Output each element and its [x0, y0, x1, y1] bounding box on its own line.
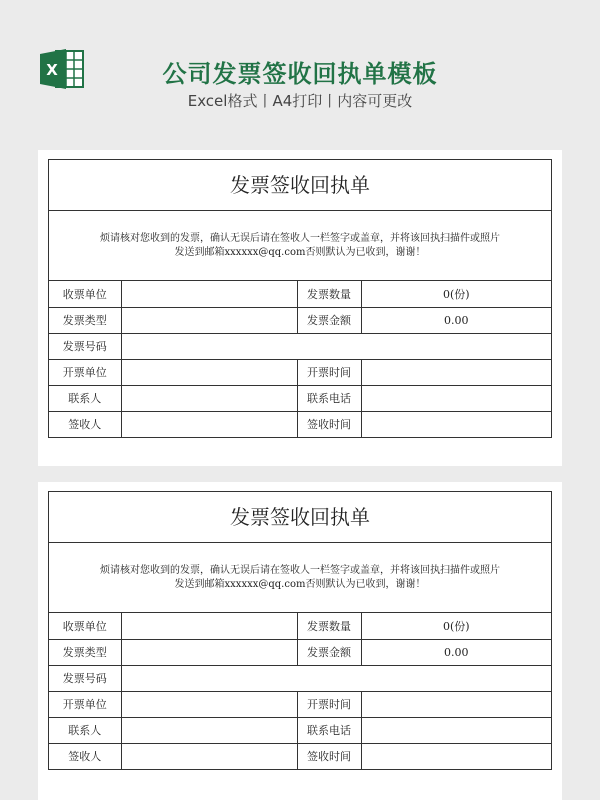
table-row — [49, 333, 551, 359]
table-row — [49, 665, 551, 691]
contact-phone-label: 联系电话 — [297, 717, 361, 743]
sign-time-label: 签收时间 — [297, 411, 361, 437]
invoice-count-field[interactable]: 0(份) — [361, 613, 551, 639]
form-notice — [49, 543, 551, 613]
issue-time-label: 开票时间 — [297, 359, 361, 385]
invoice-type-field[interactable] — [121, 307, 297, 333]
receipt-table — [49, 613, 551, 769]
recipient-unit-field[interactable] — [121, 281, 297, 307]
issue-time-label: 开票时间 — [297, 691, 361, 717]
table-row — [49, 639, 551, 665]
sign-time-label: 签收时间 — [297, 743, 361, 769]
issuer-unit-field[interactable] — [121, 359, 297, 385]
invoice-type-field[interactable] — [121, 639, 297, 665]
table-row — [49, 717, 551, 743]
receipt-card-1 — [38, 150, 562, 466]
contact-label: 联系人 — [49, 717, 121, 743]
receipt-table — [49, 281, 551, 437]
issue-time-field[interactable] — [361, 691, 551, 717]
signer-field[interactable] — [121, 411, 297, 437]
form-title: 发票签收回执单 — [49, 492, 551, 543]
recipient-unit-field[interactable] — [121, 613, 297, 639]
sign-time-field[interactable] — [361, 743, 551, 769]
receipt-card-2 — [38, 482, 562, 800]
invoice-count-field[interactable]: 0(份) — [361, 281, 551, 307]
contact-field[interactable] — [121, 717, 297, 743]
sign-time-field[interactable] — [361, 411, 551, 437]
invoice-count-label: 发票数量 — [297, 281, 361, 307]
form-notice — [49, 211, 551, 281]
contact-phone-field[interactable] — [361, 385, 551, 411]
contact-phone-field[interactable] — [361, 717, 551, 743]
signer-label: 签收人 — [49, 411, 121, 437]
table-row — [49, 743, 551, 769]
invoice-amount-field[interactable]: 0.00 — [361, 639, 551, 665]
invoice-amount-label: 发票金额 — [297, 307, 361, 333]
issuer-unit-field[interactable] — [121, 691, 297, 717]
issuer-unit-label: 开票单位 — [49, 691, 121, 717]
notice-line: 发送到邮箱xxxxxx@qq.com否则默认为已收到，谢谢！ — [174, 578, 426, 590]
invoice-number-field[interactable] — [121, 333, 551, 359]
contact-label: 联系人 — [49, 385, 121, 411]
invoice-number-field[interactable] — [121, 665, 551, 691]
page-header — [0, 0, 600, 140]
table-row — [49, 281, 551, 307]
issuer-unit-label: 开票单位 — [49, 359, 121, 385]
svg-text:X: X — [46, 61, 58, 79]
issue-time-field[interactable] — [361, 359, 551, 385]
contact-phone-label: 联系电话 — [297, 385, 361, 411]
page-subtitle: Excel格式丨A4打印丨内容可更改 — [187, 92, 413, 110]
invoice-count-label: 发票数量 — [297, 613, 361, 639]
invoice-amount-field[interactable]: 0.00 — [361, 307, 551, 333]
notice-line: 烦请核对您收到的发票，确认无误后请在签收人一栏签字或盖章，并将该回执扫描件或照片 — [100, 564, 500, 576]
notice-line: 发送到邮箱xxxxxx@qq.com否则默认为已收到，谢谢！ — [174, 246, 426, 258]
table-row — [49, 411, 551, 437]
table-row — [49, 385, 551, 411]
signer-field[interactable] — [121, 743, 297, 769]
invoice-number-label: 发票号码 — [49, 665, 121, 691]
receipt-form — [48, 159, 552, 438]
form-title: 发票签收回执单 — [49, 160, 551, 211]
page-title: 公司发票签收回执单模板 — [162, 60, 438, 88]
receipt-form — [48, 491, 552, 770]
invoice-number-label: 发票号码 — [49, 333, 121, 359]
table-row — [49, 359, 551, 385]
table-row — [49, 691, 551, 717]
table-row — [49, 307, 551, 333]
contact-field[interactable] — [121, 385, 297, 411]
invoice-amount-label: 发票金额 — [297, 639, 361, 665]
recipient-unit-label: 收票单位 — [49, 281, 121, 307]
invoice-type-label: 发票类型 — [49, 307, 121, 333]
table-row — [49, 613, 551, 639]
recipient-unit-label: 收票单位 — [49, 613, 121, 639]
invoice-type-label: 发票类型 — [49, 639, 121, 665]
notice-line: 烦请核对您收到的发票，确认无误后请在签收人一栏签字或盖章，并将该回执扫描件或照片 — [100, 232, 500, 244]
signer-label: 签收人 — [49, 743, 121, 769]
